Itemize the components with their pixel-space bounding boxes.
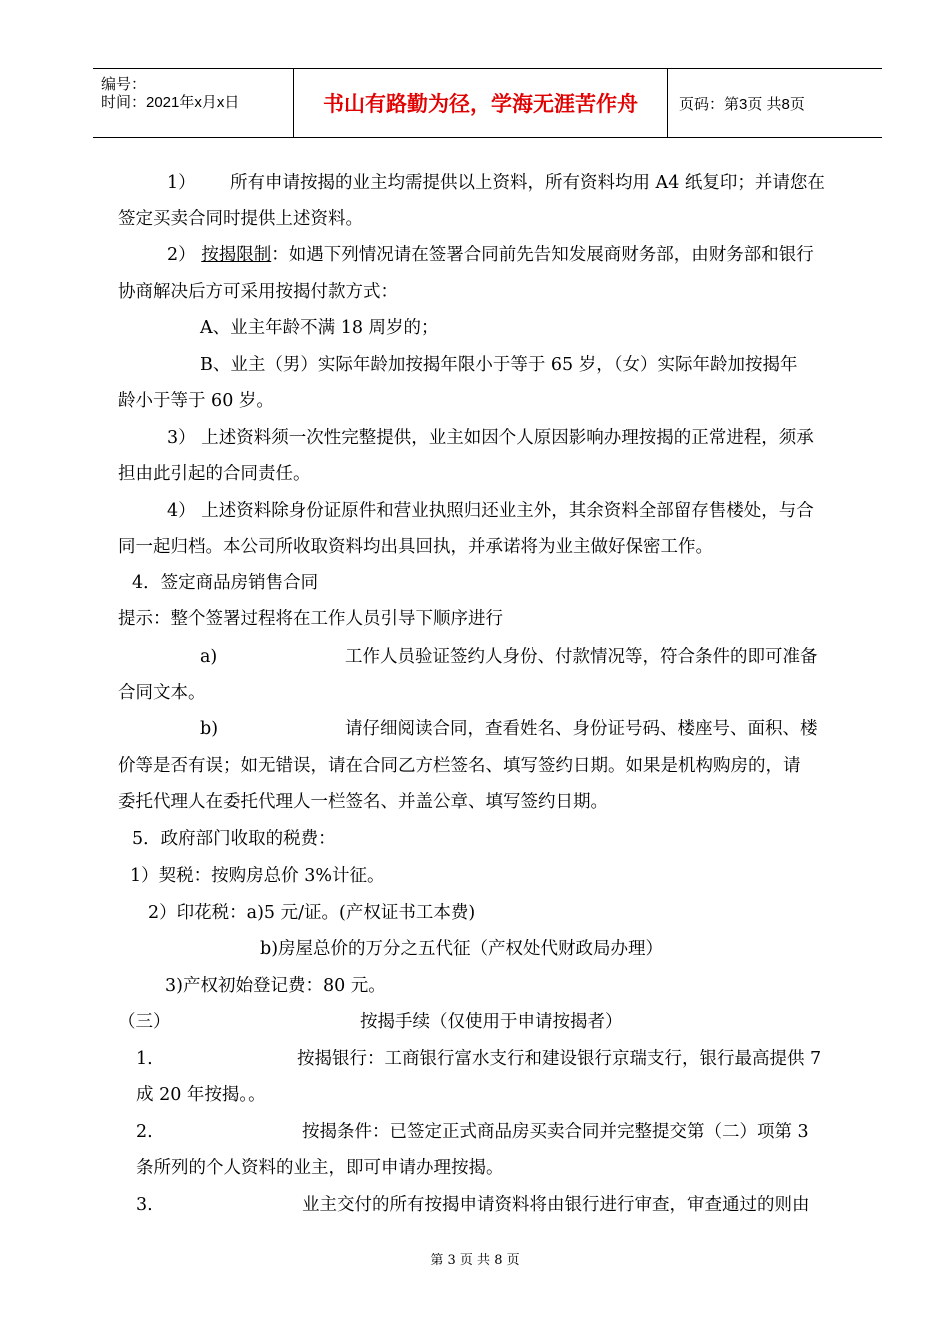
header-meta-cell: [93, 69, 294, 137]
p1-line-a: 所有申请按揭的业主均需提供以上资料，所有资料均用 A4 纸复印；并请您在: [230, 173, 825, 193]
m2-line-b: 条所列的个人资料的业主，即可申请办理按揭。: [136, 1158, 504, 1178]
item-b-line-a: 请仔细阅读合同，查看姓名、身份证号码、楼座号、面积、楼: [345, 719, 818, 739]
section-3-number: （三）: [118, 1012, 171, 1032]
tax-2b: b)房屋总价的万分之五代征（产权处代财政局办理）: [260, 939, 664, 959]
pB-line-a: B、业主（男）实际年龄加按揭年限小于等于 65 岁，（女）实际年龄加按揭年: [200, 355, 798, 375]
item-b-number: b): [200, 719, 219, 739]
p4-line-a: 4） 上述资料除身份证原件和营业执照归还业主外，其余资料全部留存售楼处，与合: [167, 501, 814, 521]
item-a-line-b: 合同文本。: [118, 683, 206, 703]
tip-line: 提示：整个签署过程将在工作人员引导下顺序进行: [118, 609, 503, 629]
m2-number: 2.: [136, 1122, 153, 1142]
p2-underlined-term: 按揭限制: [201, 245, 272, 265]
header-page-label: 页码：第3页 共8页: [679, 95, 805, 113]
item-b-line-b: 价等是否有误；如无错误，请在合同乙方栏签名、填写签约日期。如果是机构购房的，请: [118, 756, 801, 776]
pA-line: A、业主年龄不满 18 周岁的；: [200, 318, 439, 338]
p2-line-a: [167, 244, 814, 266]
section-3-title: 按揭手续（仅使用于申请按揭者）: [360, 1012, 623, 1032]
p2-number: 2）: [167, 245, 196, 265]
p3-line-a: 3） 上述资料须一次性完整提供，业主如因个人原因影响办理按揭的正常进程，须承: [167, 428, 814, 448]
section-5-heading: 5．政府部门收取的税费：: [132, 829, 336, 849]
m3-number: 3.: [136, 1195, 153, 1215]
item-a-line-a: 工作人员验证签约人身份、付款情况等，符合条件的即可准备: [345, 647, 818, 667]
p3-line-b: 担由此引起的合同责任。: [118, 464, 311, 484]
p1-line-b: 签定买卖合同时提供上述资料。: [118, 209, 363, 229]
p2-line-b: 协商解决后方可采用按揭付款方式：: [118, 282, 398, 302]
p2-text: ：如遇下列情况请在签署合同前先告知发展商财务部，由财务部和银行: [271, 245, 814, 265]
m3-line-a: 业主交付的所有按揭申请资料将由银行进行审查，审查通过的则由: [302, 1195, 810, 1215]
number-label: 编号：: [101, 76, 147, 93]
page-footer: 第 3 页 共 8 页: [430, 1253, 520, 1268]
item-b-line-c: 委托代理人在委托代理人一栏签名、并盖公章、填写签约日期。: [118, 792, 608, 812]
tax-3: 3)产权初始登记费：80 元。: [165, 976, 386, 996]
time-label: 时间：2021年x月x日: [101, 94, 240, 111]
page-header: [93, 68, 882, 138]
m1-line-b: 成 20 年按揭。。: [136, 1085, 266, 1105]
item-a-number: a): [200, 647, 218, 667]
m1-line-a: 按揭银行：工商银行富水支行和建设银行京瑞支行，银行最高提供 7: [297, 1049, 822, 1069]
tax-2: 2）印花税：a)5 元/证。(产权证书工本费): [148, 903, 476, 923]
header-motto: 书山有路勤为径，学海无涯苦作舟: [294, 69, 668, 137]
p1-number: 1）: [167, 173, 196, 193]
pB-line-b: 龄小于等于 60 岁。: [118, 391, 274, 411]
m2-line-a: 按揭条件：已签定正式商品房买卖合同并完整提交第（二）项第 3: [302, 1122, 809, 1142]
m1-number: 1.: [136, 1049, 153, 1069]
tax-1: 1）契税：按购房总价 3%计征。: [130, 866, 385, 886]
section-4-heading: 4．签定商品房销售合同: [132, 573, 319, 593]
p4-line-b: 同一起归档。本公司所收取资料均出具回执，并承诺将为业主做好保密工作。: [118, 537, 713, 557]
